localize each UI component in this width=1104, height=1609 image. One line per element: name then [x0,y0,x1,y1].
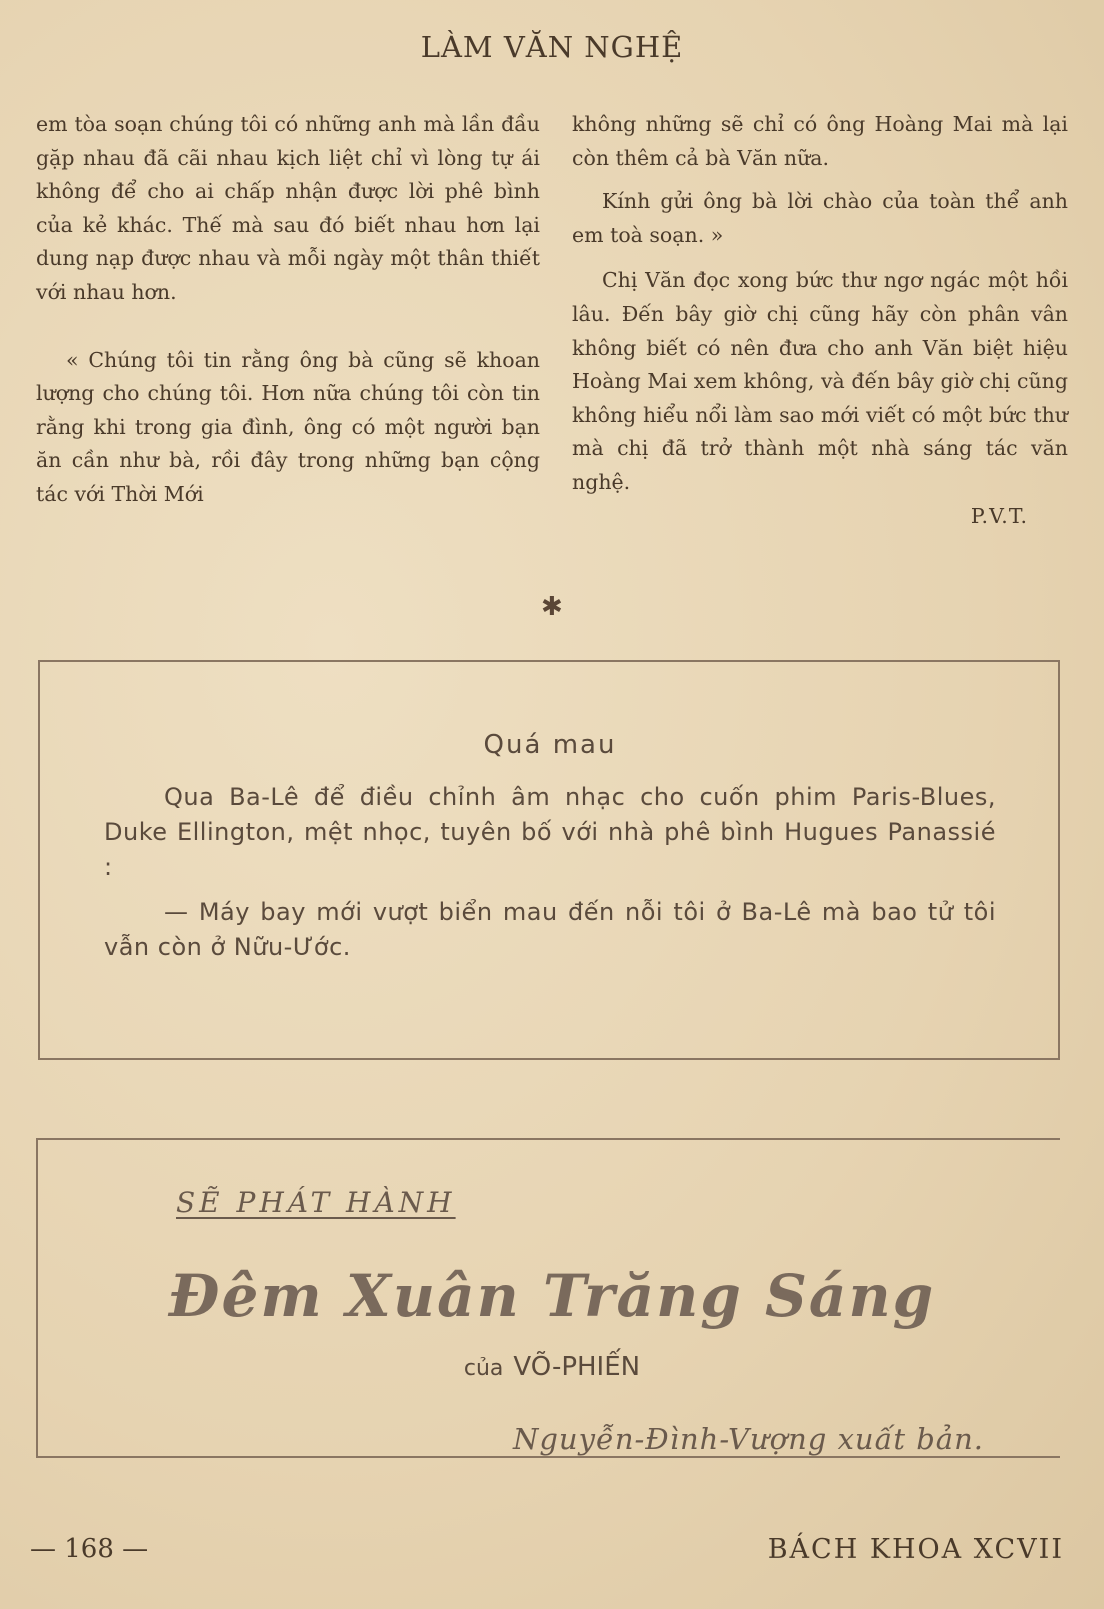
page-number: — 168 — [30,1534,149,1564]
magazine-name: BÁCH KHOA XCVII [767,1534,1064,1565]
coming-soon-label: SẼ PHÁT HÀNH [176,1186,456,1219]
page-header: LÀM VĂN NGHỆ [420,30,684,64]
left-paragraph-2: « Chúng tôi tin rằng ông bà cũng sẽ khoan lượng cho chúng tôi. Hơn nữa chúng tôi còn tin rằng khi trong gia đình, ông có một người bạn ăn cần như bà, rồi đây trong những bạn cộng tác với Thời Mới [36,347,540,506]
signature: P.V.T. [970,503,1028,528]
anecdote-quote: — Máy bay mới vượt biển mau đến nỗi tôi ở Ba-Lê mà bao tử tôi vẫn còn ở Nữu-Ước. [104,898,996,961]
right-paragraph-2: Kính gửi ông bà lời chào của toàn thể anh em toà soạn. » [572,189,1068,247]
author-line [0,1352,1104,1382]
right-paragraph-3: Chị Văn đọc xong bức thư ngơ ngác một hồi lâu. Đến bây giờ chị cũng hãy còn phân vân không biết có nên đưa cho anh Văn biệt hiệu Hoàng Mai xem không, và đến bây giờ chị cũng không hiểu nổi làm sao mới viết có một bức thư mà chị đã trở thành một nhà sáng tác văn nghệ. [572,268,1068,494]
author-name: VÕ-PHIẾN [513,1352,641,1382]
right-column [572,108,1068,533]
anecdote-title: Quá mau [483,730,617,760]
section-divider-icon: ✱ [541,592,563,622]
left-column [36,108,540,512]
anecdote-content [104,730,996,965]
right-paragraph-1: không những sẽ chỉ có ông Hoàng Mai mà lại còn thêm cả bà Văn nữa. [572,112,1068,170]
author-prefix: của [463,1356,504,1381]
left-paragraph-1: em tòa soạn chúng tôi có những anh mà lần đầu gặp nhau đã cãi nhau kịch liệt chỉ vì lòng tự ái không để cho ai chấp nhận được lời phê bình của kẻ khác. Thế mà sau đó biết nhau hơn lại dung nạp được nhau và mỗi ngày một thân thiết với nhau hơn. [36,112,540,304]
anecdote-text: Qua Ba-Lê để điều chỉnh âm nhạc cho cuốn phim Paris-Blues, Duke Ellington, mệt nhọc, tuyên bố với nhà phê bình Hugues Panassié : [104,783,996,881]
publisher-line: Nguyễn-Đình-Vượng xuất bản. [512,1422,984,1456]
book-title: Đêm Xuân Trăng Sáng [168,1262,936,1330]
